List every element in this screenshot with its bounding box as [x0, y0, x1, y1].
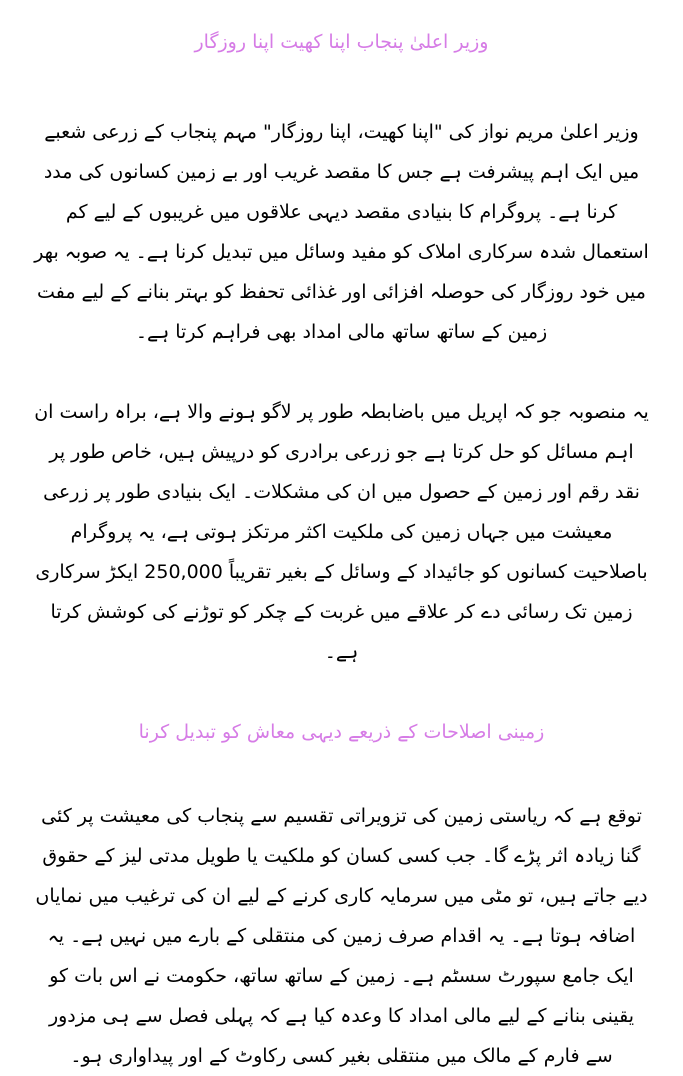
section-heading: زمینی اصلاحات کے ذریعے دیہی معاش کو تبدیل کرنا	[138, 721, 545, 743]
intro-paragraph: وزیر اعلیٰ مریم نواز کی "اپنا کھیت، اپنا روزگار" مہم پنجاب کے زرعی شعبے میں ایک اہم پیشرفت ہے جس کا مقصد غریب اور بے زمین کسانوں کی مدد کرنا ہے۔ پروگرام کا بنیادی مقصد دیہی علاقوں میں غریبوں کے لیے کم استعمال شدہ سرکاری املاک کو مفید وسائل میں تبدیل کرنا ہے۔ یہ صوبہ بھر میں خود روزگار کی حوصلہ افزائی اور غذائی تحفظ کو بہتر بنانے کے لیے مفت زمین کے ساتھ ساتھ مالی امداد بھی فراہم کرتا ہے۔	[34, 121, 649, 343]
section-paragraph: توقع ہے کہ ریاستی زمین کی تزویراتی تقسیم سے پنجاب کی معیشت پر کئی گنا زیادہ اثر پڑے گا۔ جب کسی کسان کو ملکیت یا طویل مدتی لیز کے حقوق دیے جاتے ہیں، تو مٹی میں سرمایہ کاری کرنے کے لیے ان کی ترغیب میں نمایاں اضافہ ہوتا ہے۔ یہ اقدام صرف زمین کی منتقلی کے بارے میں نہیں ہے۔ یہ ایک جامع سپورٹ سسٹم ہے۔ زمین کے ساتھ ساتھ، حکومت نے اس بات کو یقینی بنانے کے لیے مالی امداد کا وعدہ کیا ہے کہ پہلی فصل سے ہی مزدور سے فارم کے مالک میں منتقلی بغیر کسی رکاوٹ کے اور پیداواری ہو۔	[35, 805, 648, 1067]
article-title: وزیر اعلیٰ پنجاب اپنا کھیت اپنا روزگار	[194, 31, 489, 53]
plan-paragraph: یہ منصوبہ جو کہ اپریل میں باضابطہ طور پر لاگو ہونے والا ہے، براہ راست ان اہم مسائل کو حل کرتا ہے جو زرعی برادری کو درپیش ہیں، خاص طور پر نقد رقم اور زمین کے حصول میں ان کی مشکلات۔ ایک بنیادی طور پر زرعی معیشت میں جہاں زمین کی ملکیت اکثر مرتکز ہوتی ہے، یہ پروگرام باصلاحیت کسانوں کو جائیداد کے وسائل کے بغیر تقریباً 250,000 ایکڑ سرکاری زمین تک رسائی دے کر علاقے میں غربت کے چکر کو توڑنے کی کوشش کرتا ہے۔	[34, 401, 649, 663]
